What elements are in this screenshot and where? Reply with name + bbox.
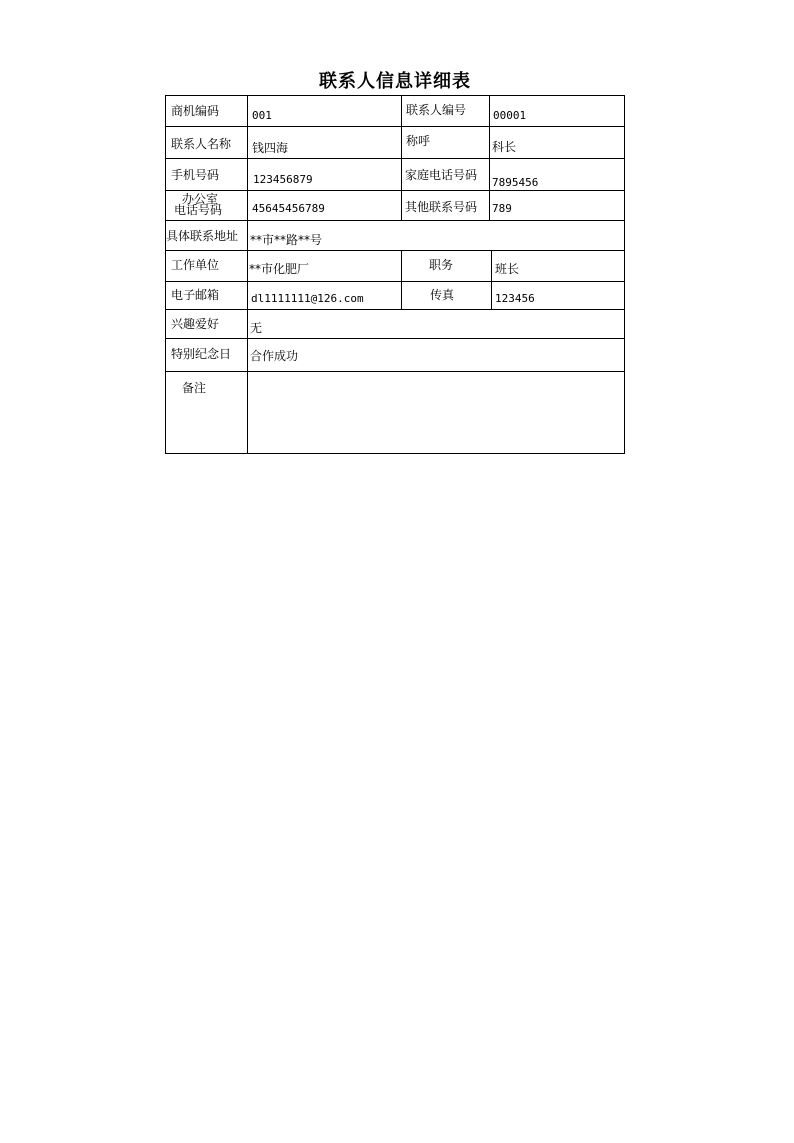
remarks-label: 备注 bbox=[182, 381, 207, 395]
employer-label: 工作单位 bbox=[171, 258, 220, 272]
address-value: **市**路**号 bbox=[250, 233, 323, 247]
mobile-label: 手机号码 bbox=[171, 168, 220, 182]
column-divider bbox=[247, 309, 248, 454]
page-title: 联系人信息详细表 bbox=[319, 71, 471, 92]
office-phone-label-line1: 办公室 bbox=[182, 192, 219, 206]
contact-name-label: 联系人名称 bbox=[171, 137, 232, 151]
column-divider bbox=[401, 96, 402, 220]
column-divider bbox=[489, 96, 490, 220]
special-day-label: 特别纪念日 bbox=[171, 347, 232, 361]
other-phone-label: 其他联系号码 bbox=[405, 200, 478, 214]
row-divider bbox=[166, 371, 624, 372]
address-label: 具体联系地址 bbox=[166, 229, 239, 243]
salutation-label: 称呼 bbox=[406, 134, 431, 148]
fax-label: 传真 bbox=[430, 288, 455, 302]
employer-value: **市化肥厂 bbox=[249, 262, 310, 276]
email-label: 电子邮箱 bbox=[171, 288, 220, 302]
position-label: 职务 bbox=[429, 258, 454, 272]
contact-name-value: 钱四海 bbox=[252, 141, 289, 155]
office-phone-label-line2: 电话号码 bbox=[174, 203, 223, 217]
row-divider bbox=[166, 126, 624, 127]
row-divider bbox=[166, 338, 624, 339]
hobbies-value: 无 bbox=[250, 321, 263, 335]
other-phone-value: 789 bbox=[492, 202, 512, 215]
hobbies-label: 兴趣爱好 bbox=[171, 317, 220, 331]
column-divider bbox=[247, 250, 248, 309]
column-divider bbox=[401, 250, 402, 309]
email-value: dl1111111@126.com bbox=[251, 292, 364, 305]
office-phone-value: 45645456789 bbox=[252, 202, 325, 215]
position-value: 班长 bbox=[495, 262, 520, 276]
column-divider bbox=[247, 96, 248, 220]
mobile-value: 123456879 bbox=[253, 173, 313, 186]
business-code-label: 商机编码 bbox=[171, 104, 220, 118]
fax-value: 123456 bbox=[495, 292, 535, 305]
contact-code-value: 00001 bbox=[493, 109, 527, 122]
column-divider bbox=[247, 220, 248, 250]
contact-code-label: 联系人编号 bbox=[406, 103, 467, 117]
row-divider bbox=[166, 220, 624, 221]
home-phone-label: 家庭电话号码 bbox=[405, 168, 478, 182]
home-phone-value: 7895456 bbox=[492, 176, 539, 189]
special-day-value: 合作成功 bbox=[250, 349, 299, 363]
contact-detail-form bbox=[165, 95, 625, 454]
business-code-value: 001 bbox=[252, 109, 272, 122]
row-divider bbox=[166, 309, 624, 310]
row-divider bbox=[166, 250, 624, 251]
column-divider bbox=[491, 250, 492, 309]
salutation-value: 科长 bbox=[492, 140, 517, 154]
row-divider bbox=[166, 281, 624, 282]
row-divider bbox=[166, 190, 624, 191]
row-divider bbox=[166, 158, 624, 159]
